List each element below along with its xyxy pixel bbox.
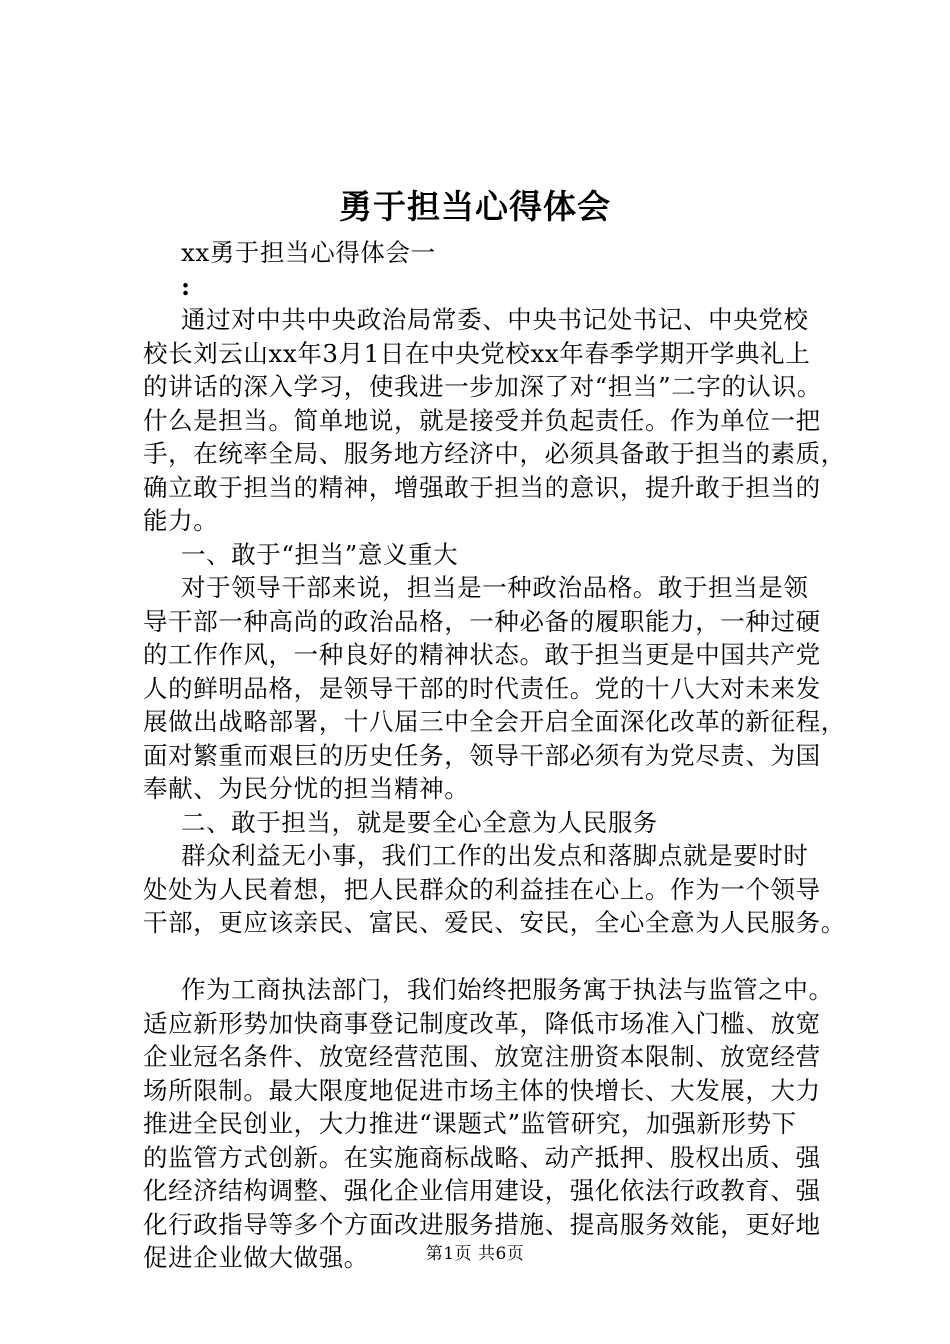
- text-line: 群众利益无小事，我们工作的出发点和落脚点就是要时时: [181, 841, 809, 870]
- document-body: [143, 236, 858, 1275]
- text-line: 人的鲜明品格，是领导干部的时代责任。党的十八大对未来发: [143, 673, 821, 703]
- page-title: 勇于担当心得体会: [339, 187, 611, 226]
- text-line: 的监管方式创新。在实施商标战略、动产抵押、股权出质、强: [143, 1142, 821, 1172]
- text-line: 手，在统率全局、服务地方经济中，必须具备敢于担当的素质，: [143, 439, 846, 468]
- text-line: 面对繁重而艰巨的历史任务，领导干部必须有为党尽责、为国: [143, 740, 821, 770]
- text-line: 确立敢于担当的精神，增强敢于担当的意识，提升敢于担当的: [143, 472, 821, 502]
- text-line: 的工作作风，一种良好的精神状态。敢于担当更是中国共产党: [143, 640, 821, 669]
- text-line: 干部，更应该亲民、富民、爱民、安民，全心全意为人民服务。: [143, 908, 846, 937]
- text-line: :: [181, 271, 191, 301]
- page-footer: 第1页 共6页: [425, 1244, 525, 1264]
- blank-line: [143, 940, 858, 974]
- text-line: 二、敢于担当，就是要全心全意为人民服务: [181, 807, 658, 837]
- text-line: 处处为人民着想，把人民群众的利益挂在心上。作为一个领导: [143, 874, 821, 904]
- text-line: 能力。: [143, 506, 219, 535]
- text-line: 的讲话的深入学习，使我进一步加深了对“担当”二字的认识。: [143, 372, 822, 401]
- text-line: 作为工商执法部门，我们始终把服务寓于执法与监管之中。: [181, 975, 834, 1004]
- text-line: 推进全民创业，大力推进“课题式”监管研究，加强新形势下: [143, 1109, 797, 1138]
- text-line: 化经济结构调整、强化企业信用建设，强化依法行政教育、强: [143, 1176, 821, 1205]
- text-line: xx勇于担当心得体会一: [181, 238, 436, 267]
- text-line: 促进企业做大做强。: [143, 1243, 369, 1272]
- text-line: 场所限制。最大限度地促进市场主体的快增长、大发展，大力: [143, 1075, 821, 1105]
- text-line: 一、敢于“担当”意义重大: [181, 539, 459, 569]
- text-line: 什么是担当。简单地说，就是接受并负起责任。作为单位一把: [143, 405, 821, 435]
- text-line: 企业冠名条件、放宽经营范围、放宽注册资本限制、放宽经营: [143, 1042, 821, 1071]
- text-line: 校长刘云山xx年3月1日在中央党校xx年春季学期开学典礼上: [143, 338, 811, 368]
- text-line: 通过对中共中央政治局常委、中央书记处书记、中央党校: [181, 305, 809, 334]
- text-line: 导干部一种高尚的政治品格，一种必备的履职能力，一种过硬: [143, 606, 821, 636]
- text-line: 化行政指导等多个方面改进服务措施、提高服务效能，更好地: [143, 1209, 821, 1239]
- text-line: 奉献、为民分忧的担当精神。: [143, 774, 470, 803]
- text-line: 适应新形势加快商事登记制度改革，降低市场准入门槛、放宽: [143, 1008, 821, 1038]
- text-line: 对于领导干部来说，担当是一种政治品格。敢于担当是领: [181, 573, 809, 602]
- text-line: 展做出战略部署，十八届三中全会开启全面深化改革的新征程，: [143, 707, 846, 736]
